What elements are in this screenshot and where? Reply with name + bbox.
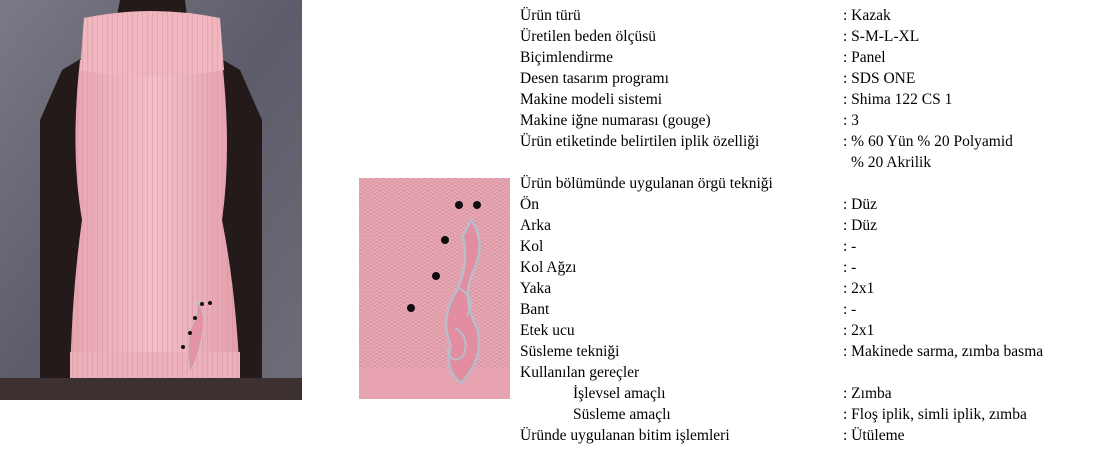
spec-value: : 3 bbox=[843, 112, 859, 129]
spec-label: Kol bbox=[520, 238, 544, 255]
spec-row-on bbox=[520, 194, 1095, 215]
spec-row-kol-agzi bbox=[520, 257, 1095, 278]
spec-value: : Ütüleme bbox=[843, 427, 905, 444]
spec-row-susleme-teknigi bbox=[520, 341, 1095, 362]
spec-row-iplik-ozelligi-cont bbox=[520, 152, 1095, 173]
spec-row-desen-programi bbox=[520, 68, 1095, 89]
sweater-photo bbox=[0, 0, 302, 400]
spec-row-etek-ucu bbox=[520, 320, 1095, 341]
spec-row-gerecler-heading bbox=[520, 362, 1095, 383]
spec-label: Desen tasarım programı bbox=[520, 70, 669, 87]
spec-value: : Panel bbox=[843, 49, 886, 66]
spec-label: Bant bbox=[520, 301, 550, 318]
spec-value: : Makinede sarma, zımba basma bbox=[843, 343, 1044, 360]
spec-row-susleme-amacli bbox=[520, 404, 1095, 425]
spec-value: : 2x1 bbox=[843, 280, 875, 297]
spec-value: : Kazak bbox=[843, 7, 891, 24]
spec-label: Süsleme amaçlı bbox=[573, 406, 671, 423]
spec-row-iplik-ozelligi bbox=[520, 131, 1095, 152]
spec-value: : - bbox=[843, 301, 857, 318]
spec-row-beden bbox=[520, 26, 1095, 47]
spec-label: Ürün türü bbox=[520, 7, 581, 24]
spec-row-bicimlendirme bbox=[520, 47, 1095, 68]
knit-detail-photo bbox=[359, 178, 510, 399]
spec-label: Makine iğne numarası (gouge) bbox=[520, 112, 711, 129]
spec-row-bitim-islemleri bbox=[520, 425, 1095, 446]
spec-row-orgu-teknigi-heading bbox=[520, 173, 1095, 194]
spec-row-islevsel bbox=[520, 383, 1095, 404]
spec-value: : S-M-L-XL bbox=[843, 28, 920, 45]
spec-value: : Düz bbox=[843, 196, 878, 213]
spec-label: Ürün etiketinde belirtilen iplik özelliği bbox=[520, 133, 760, 150]
spec-label: Kullanılan gereçler bbox=[520, 364, 640, 381]
spec-row-kol bbox=[520, 236, 1095, 257]
spec-value: : Shima 122 CS 1 bbox=[843, 91, 953, 108]
spec-label: Biçimlendirme bbox=[520, 49, 613, 66]
spec-label: Ön bbox=[520, 196, 539, 213]
spec-label: Kol Ağzı bbox=[520, 259, 577, 276]
spec-label: Yaka bbox=[520, 280, 552, 297]
spec-label: Makine modeli sistemi bbox=[520, 91, 663, 108]
spec-row-igne-numarasi bbox=[520, 110, 1095, 131]
spec-label: İşlevsel amaçlı bbox=[573, 385, 666, 402]
spec-value: : - bbox=[843, 238, 857, 255]
spec-value: : SDS ONE bbox=[843, 70, 916, 87]
spec-value: : 2x1 bbox=[843, 322, 875, 339]
spec-row-urun-turu bbox=[520, 5, 1095, 26]
spec-label: Üretilen beden ölçüsü bbox=[520, 28, 657, 45]
spec-table bbox=[520, 5, 1095, 446]
spec-label: Etek ucu bbox=[520, 322, 575, 339]
spec-row-bant bbox=[520, 299, 1095, 320]
spec-label: Süsleme tekniği bbox=[520, 343, 620, 360]
spec-value: : - bbox=[843, 259, 857, 276]
spec-value: : % 60 Yün % 20 Polyamid bbox=[843, 133, 1013, 150]
spec-row-yaka bbox=[520, 278, 1095, 299]
spec-row-arka bbox=[520, 215, 1095, 236]
spec-value: : Düz bbox=[843, 217, 878, 234]
spec-row-makine-modeli bbox=[520, 89, 1095, 110]
spec-value: : Floş iplik, simli iplik, zımba bbox=[843, 406, 1027, 423]
spec-label: Arka bbox=[520, 217, 551, 234]
spec-value: : Zımba bbox=[843, 385, 892, 402]
spec-label: Üründe uygulanan bitim işlemleri bbox=[520, 427, 730, 444]
spec-label: Ürün bölümünde uygulanan örgü tekniği bbox=[520, 175, 773, 192]
spec-value: % 20 Akrilik bbox=[851, 154, 932, 171]
